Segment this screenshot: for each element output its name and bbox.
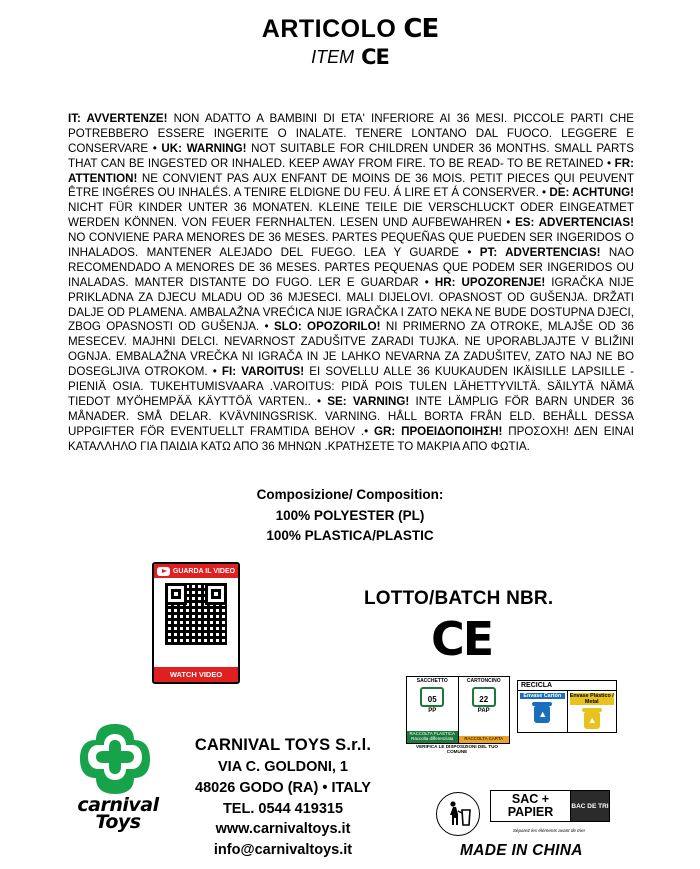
recicla-plastico-label: Envase Plástico / Metal bbox=[569, 693, 614, 706]
ce-mark-c: C bbox=[431, 612, 463, 666]
document-header bbox=[0, 0, 700, 69]
brand-word-bottom: Toys bbox=[95, 810, 141, 833]
clover-icon bbox=[78, 722, 152, 796]
ce-mark-c: C bbox=[361, 45, 376, 69]
brand-word-top: carnival bbox=[77, 794, 159, 816]
company-email[interactable]: info@carnivaltoys.it bbox=[213, 841, 353, 858]
item-heading bbox=[0, 45, 700, 69]
recycling-paper-code: PAP bbox=[477, 707, 490, 714]
recycling-bin-icon-blue bbox=[532, 702, 552, 724]
recycling-plastic-footer: RACCOLTA PLASTICA Raccolta differenziata bbox=[407, 731, 458, 743]
tidyman-icon: ▲ bbox=[538, 709, 548, 720]
composition-block bbox=[0, 485, 700, 547]
item-heading-label: ITEM bbox=[311, 46, 355, 67]
composition-line-2: 100% PLASTICA/PLASTIC bbox=[266, 528, 434, 544]
company-telephone: TEL. 0544 419315 bbox=[222, 800, 344, 817]
article-heading bbox=[0, 14, 700, 44]
ce-mark-large-icon bbox=[431, 612, 492, 666]
company-address: VIA C. GOLDONI, 1 bbox=[218, 759, 348, 776]
ce-mark-e: E bbox=[421, 14, 439, 44]
ce-mark-c: C bbox=[403, 14, 422, 44]
sac-papier-mark bbox=[490, 790, 610, 822]
sac-papier-label: SAC + PAPIER bbox=[507, 792, 554, 820]
recycling-plastic-number: 05 bbox=[427, 694, 437, 704]
recycling-triangle-icon-paper bbox=[472, 687, 496, 707]
recycling-column-paper bbox=[459, 677, 510, 743]
company-name: CARNIVAL TOYS S.r.l. bbox=[194, 736, 372, 754]
recicla-title: RECICLA bbox=[518, 681, 616, 691]
recycling-plastic-heading: SACCHETTO bbox=[416, 678, 448, 684]
recycling-column-plastic bbox=[407, 677, 459, 743]
composition-title: Composizione/ Composition: bbox=[256, 487, 444, 502]
recicla-body bbox=[518, 691, 616, 732]
youtube-play-icon bbox=[157, 567, 170, 576]
video-qr-badge[interactable] bbox=[152, 562, 240, 684]
recycling-paper-footer: RACCOLTA CARTA bbox=[459, 736, 510, 743]
composition-line-1: 100% POLYESTER (PL) bbox=[275, 507, 425, 523]
recycling-paper-number: 22 bbox=[479, 694, 489, 704]
recicla-carton-label: Envase Cartón bbox=[520, 693, 565, 699]
made-in-label: MADE IN CHINA bbox=[460, 842, 583, 859]
qr-code-icon[interactable] bbox=[165, 583, 227, 645]
tidyman-circle-icon bbox=[436, 792, 480, 836]
carnival-toys-wordmark bbox=[72, 794, 164, 833]
recycling-paper-heading: CARTONCINO bbox=[466, 678, 501, 684]
ce-mark-icon bbox=[403, 14, 438, 44]
italian-recycling-mark bbox=[406, 676, 510, 744]
recycling-plastic-code: PP bbox=[428, 707, 437, 714]
video-badge-header bbox=[154, 564, 238, 578]
ce-mark-e: E bbox=[375, 45, 389, 69]
company-city: 48026 GODO (RA) • ITALY bbox=[195, 780, 371, 796]
bac-de-tri-label: BAC DE TRI bbox=[570, 791, 609, 821]
company-info-block bbox=[168, 734, 398, 860]
video-badge-bottom-label: WATCH VIDEO bbox=[154, 667, 238, 682]
recicla-cell-carton bbox=[518, 691, 568, 732]
article-heading-label: ARTICOLO bbox=[261, 14, 397, 43]
sac-papier-footer: Séparez les éléments avant de trier bbox=[512, 828, 586, 833]
company-website[interactable]: www.carnivaltoys.it bbox=[215, 821, 351, 838]
ce-mark-e: E bbox=[462, 612, 493, 666]
video-badge-top-label: GUARDA IL VIDEO bbox=[172, 567, 236, 575]
multilingual-warnings-text: IT: AVVERTENZE! NON ADATTO A BAMBINI DI ETA' INFERIORE AI 36 MESI. PICCOLE PARTI CHE POTREBBERO ESSERE INGERITE O INALATE. TENERE LONTANO DAL FUOCO. LEGGERE E CONSERVARE • UK: WARNING! NOT SUITABLE FOR CHILDREN UNDER 36 MONTHS. SMALL PARTS THAT CAN BE INGESTED OR INHALED. KEEP AWAY FROM FIRE. TO BE READ- TO BE RETAINED • FR: ATTENTION! NE CONVIENT PAS AUX ENFANT DE MOINS DE 36 MOIS. PETIT PIECES QUI PEUVENT ÊTRE INGÉRES OU INHALÉS. A TENIRE ELDIGNE DU FEU. Á LIRE ET Á CONSERVER. • DE: ACHTUNG! NICHT FÜR KINDER UNTER 36 MONATEN. KLEINE TEILE DIE VERSCHLUCKT ODER EINGEATMET WERDEN KÖNNEN. VON FEUER FERNHALTEN. LESEN UND AUFBEWAHREN • ES: ADVERTENCIAS! NO CONVIENE PARA MENORES DE 36 MESES. PARTES PEQUEÑAS QUE PUEDEN SER INGERIDOS O INHALADOS. MANTENER ALEJADO DEL FUEGO. LEA Y GUARDE • PT: ADVERTENCIAS! NAO RECOMENDADO A MENORES DE 36 MESES. PARTES PEQUENAS QUE PODEM SER INGERIDOS OU INALADAS. MANTER DISTANTE DO FUGO. LER E GUARDAR • HR: UPOZORENJE! IGRAČKA NIJE PRIKLADNA ZA DJECU MLADU OD 36 MJESECI. MALI DIJELOVI. OPASNOST OD GUŠENJA. DRŽATI DALJE OD PLAMENA. AMBALAŽNA VREĆICA NIJE IGRAČKA I ZATO NEKA NE BUDE DOSTUPNA DJECI, ZBOG OPASNOSTI OD GUŠENJA. • SLO: OPOZORILO! NI PRIMERNO ZA OTROKE, MLAJŠE OD 36 MESECEV. MAJHNI DELCI. NEVARNOST ZADUŠITVE ZARADI TUJKA. NE UPORABLJAJTE V BLIŽINI OGNJA. EMBALAŽNA VREČKA NI IGRAČA IN JE LAHKO NEVARNA ZA ZADUŠITEV, ZATO NAJ NE BO DOSEGLJIVA OTROKOM. • FI: VAROITUS! EI SOVELLU ALLE 36 KUUKAUDEN IKÄISILLE LAPSILLE - PIENIÄ OSIA. TUKEHTUMISVAARA .VAROITUS: PIDÄ POIS TULEN LÄHETTYVILTÄ. SÄILYTÄ NÄMÄ TIEDOT MYÖHEMPÄÄ KÄYTTÖÄ VARTEN.. • SE: VARNING! INTE LÄMPLIG FÖR BARN UNDER 36 MÅNADER. SMÅ DELAR. KVÄVNINGSRISK. VARNING. HÅLL BORTA FRÅN ELD. BEHÅLL DESSA UPPGIFTER FÖR EVENTUELLT FRAMTIDA BEHOV .• GR: ΠΡΟΕΙΔΟΠΟΙΗΣΗ! ΠΡΟΣΟΧΗ! ΔΕΝ ΕΙΝΑΙ ΚΑΤΑΛΛΗΛΟ ΓΙΑ ΠΑΙΔΙΑ ΚΑΤΩ ΑΠΟ 36 ΜΗΝΩΝ .ΚΡΑΤΗΣΕΤΕ ΤΟ ΜΑΚΡΙΑ ΑΠΟ ΦΩΤΙΑ. bbox=[68, 112, 635, 453]
batch-number-label: LOTTO/BATCH NBR. bbox=[364, 588, 554, 609]
recycling-bin-icon-yellow bbox=[582, 708, 602, 730]
tidyman-figure-icon bbox=[443, 799, 473, 829]
ce-mark-icon-small bbox=[361, 45, 389, 69]
spanish-recycling-mark bbox=[517, 680, 617, 733]
recycling-municipal-note: VERIFICA LE DISPOSIZIONI DEL TUO COMUNE bbox=[416, 744, 498, 754]
recycling-triangle-icon-plastic bbox=[420, 687, 444, 707]
carnival-toys-clover-logo bbox=[78, 722, 152, 796]
tidyman-icon: ▲ bbox=[587, 715, 597, 726]
recicla-cell-plastico bbox=[568, 691, 617, 732]
